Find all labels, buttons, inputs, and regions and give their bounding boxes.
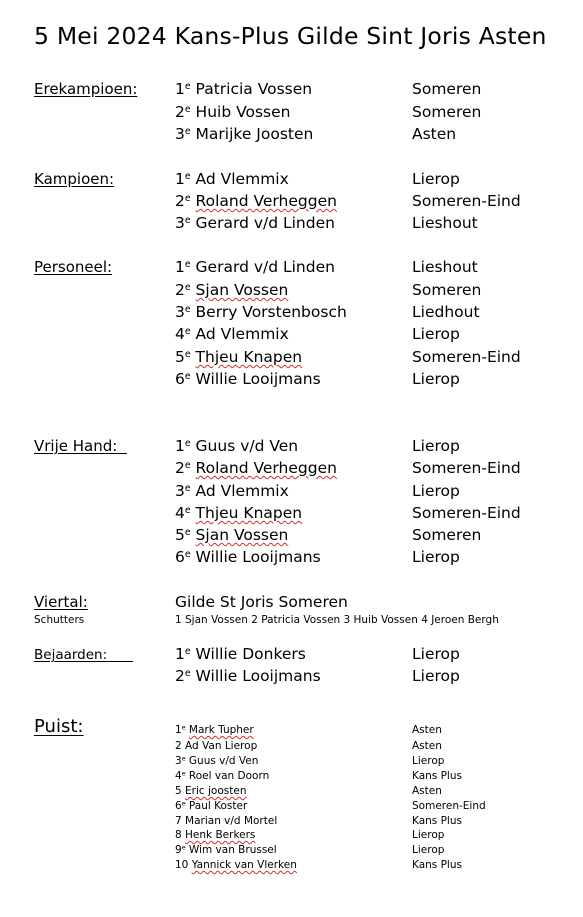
list-item-place: Someren-Eind (412, 800, 486, 812)
section-label-vrije-hand: Vrije Hand: (34, 437, 118, 455)
list-item-place: Someren (412, 103, 482, 121)
list-item-place: Lierop (412, 645, 460, 663)
list-item-name: 1e Guus v/d Ven (175, 437, 299, 455)
list-item-place: Kans Plus (412, 815, 462, 827)
list-item-place: Lierop (412, 829, 445, 841)
list-item-name: 3e Marijke Joosten (175, 125, 314, 143)
list-item-place: Lierop (412, 370, 460, 388)
schutters-label: Schutters (34, 614, 85, 626)
list-item-name: 1e Mark Tupher (175, 724, 254, 736)
list-item-place: Someren (412, 80, 482, 98)
list-item-name: 10 Yannick van Vlerken (175, 859, 297, 871)
list-item-name: 1e Willie Donkers (175, 645, 306, 663)
list-item-place: Lierop (412, 844, 445, 856)
list-item-place: Someren-Eind (412, 348, 521, 366)
list-item-name: 5e Thjeu Knapen (175, 348, 303, 366)
list-item-place: Lierop (412, 667, 460, 685)
schutters-list: 1 Sjan Vossen 2 Patricia Vossen 3 Huib Vossen 4 Jeroen Bergh (175, 614, 499, 626)
list-item-name: 6e Willie Looijmans (175, 370, 321, 388)
list-item-place: Lierop (412, 548, 460, 566)
list-item-place: Asten (412, 724, 442, 736)
list-item-name: 9e Wim van Brussel (175, 844, 277, 856)
list-item-name: 1e Ad Vlemmix (175, 170, 289, 188)
list-item-name: 5 Eric joosten (175, 785, 247, 797)
list-item-place: Kans Plus (412, 770, 462, 782)
list-item-name: 2e Sjan Vossen (175, 281, 289, 299)
list-item-name: 6e Willie Looijmans (175, 548, 321, 566)
list-item-name: 4e Thjeu Knapen (175, 504, 303, 522)
section-label-erekampioen: Erekampioen: (34, 80, 138, 98)
list-item-place: Someren-Eind (412, 192, 521, 210)
list-item-name: 1e Patricia Vossen (175, 80, 313, 98)
list-item-name: 1e Gerard v/d Linden (175, 258, 335, 276)
list-item-name: 3e Berry Vorstenbosch (175, 303, 347, 321)
list-item-place: Someren (412, 281, 482, 299)
section-label-kampioen: Kampioen: (34, 170, 115, 188)
list-item-place: Lierop (412, 755, 445, 767)
list-item-place: Kans Plus (412, 859, 462, 871)
list-item-place: Asten (412, 125, 457, 143)
list-item-place: Lierop (412, 437, 460, 455)
list-item-name: 2 Ad Van Lierop (175, 740, 258, 752)
list-item-place: Lieshout (412, 214, 478, 232)
list-item-name: 8 Henk Berkers (175, 829, 256, 841)
list-item-name: 4e Roel van Doorn (175, 770, 270, 782)
section-label-viertal: Viertal: (34, 593, 88, 611)
list-item-name: 4e Ad Vlemmix (175, 325, 289, 343)
list-item-place: Liedhout (412, 303, 480, 321)
list-item-name: 7 Marian v/d Mortel (175, 815, 278, 827)
list-item-place: Someren-Eind (412, 504, 521, 522)
list-item-name: 2e Roland Verheggen (175, 459, 337, 477)
list-item-place: Lierop (412, 170, 460, 188)
list-item-place: Asten (412, 785, 442, 797)
list-item-place: Lierop (412, 325, 460, 343)
list-item-name: 6e Paul Koster (175, 800, 248, 812)
list-item-name: 5e Sjan Vossen (175, 526, 289, 544)
section-label-personeel: Personeel: (34, 258, 113, 276)
list-item-place: Lieshout (412, 258, 478, 276)
list-item-place: Asten (412, 740, 442, 752)
list-item-name: 2e Willie Looijmans (175, 667, 321, 685)
viertal-team: Gilde St Joris Someren (175, 593, 348, 611)
list-item-place: Someren-Eind (412, 459, 521, 477)
list-item-name: 3e Gerard v/d Linden (175, 214, 335, 232)
list-item-name: 2e Roland Verheggen (175, 192, 337, 210)
list-item-place: Lierop (412, 482, 460, 500)
section-label-puist: Puist: (34, 716, 84, 737)
list-item-name: 2e Huib Vossen (175, 103, 291, 121)
page-title: 5 Mei 2024 Kans-Plus Gilde Sint Joris Asten (34, 22, 547, 50)
list-item-name: 3e Guus v/d Ven (175, 755, 259, 767)
list-item-name: 3e Ad Vlemmix (175, 482, 289, 500)
list-item-place: Someren (412, 526, 482, 544)
section-label-bejaarden: Bejaarden: (34, 647, 108, 663)
